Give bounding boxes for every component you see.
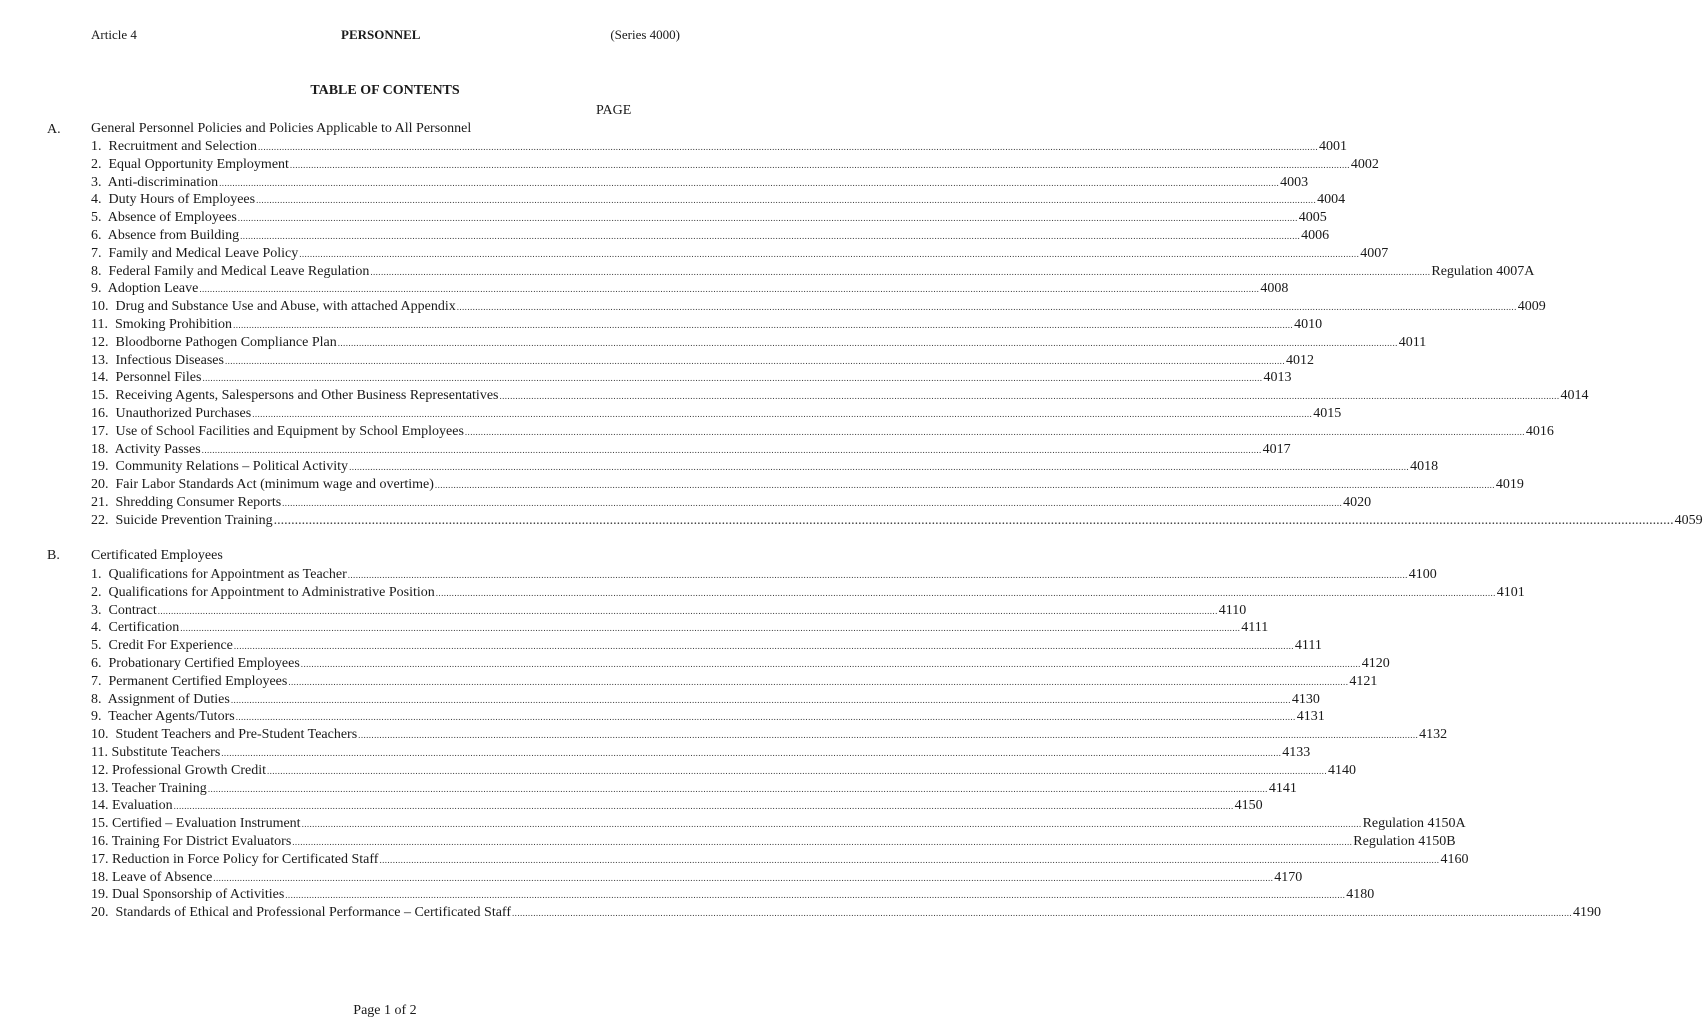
toc-entry-title: 1. Recruitment and Selection [91, 139, 258, 154]
dot-leader: ................................................................................................................................................................................................................................................................................................................................................................................................................ [282, 498, 1343, 508]
dot-leader: ................................................................................................................................................................................................................................................................................................................................................................................................................ [337, 337, 1398, 348]
page-footer: Page 1 of 2 [353, 1003, 417, 1018]
toc-entry-title: 13. Infectious Diseases [91, 352, 224, 368]
dot-leader: ................................................................................................................................................................................................................................................................................................................................................................................................................ [157, 605, 1218, 616]
toc-entry-page: 4190 [1573, 905, 1602, 921]
toc-entry [91, 512, 1703, 530]
toc-entry-title: 14. Personnel Files [91, 370, 202, 386]
toc-entry [91, 387, 1589, 405]
toc-entry-title: 8. Federal Family and Medical Leave Regulation [91, 263, 370, 279]
toc-entry-title: 15. Certified – Evaluation Instrument [91, 816, 301, 832]
section-letter: B. [47, 548, 60, 563]
toc-entry-title: 12. Professional Growth Credit [91, 762, 266, 778]
toc-entry-title: 16. Training For District Evaluators [91, 834, 292, 849]
toc-entry [91, 619, 1269, 637]
toc-entry [91, 637, 1322, 655]
toc-entry-title: 17. Use of School Facilities and Equipment by School Employees [91, 423, 464, 439]
toc-entry-page: 4009 [1517, 299, 1546, 315]
dot-leader: ................................................................................................................................................................................................................................................................................................................................................................................................................ [300, 659, 1361, 669]
toc-entry-page: 4003 [1280, 174, 1309, 190]
toc-entry [91, 174, 1309, 192]
toc-entry-title: 12. Bloodborne Pathogen Compliance Plan [91, 334, 337, 350]
toc-entry [91, 566, 1437, 584]
toc-entry-page: 4016 [1525, 423, 1554, 439]
toc-entry-title: 4. Certification [91, 620, 180, 636]
toc-entry-title: 6. Probationary Certified Employees [91, 656, 300, 671]
dot-leader: ................................................................................................................................................................................................................................................................................................................................................................................................................ [221, 748, 1282, 758]
toc-entry [91, 191, 1346, 209]
toc-entry-page: 4018 [1410, 459, 1439, 475]
dot-leader: ................................................................................................................................................................................................................................................................................................................................................................................................................ [288, 676, 1349, 687]
toc-entry-title: 22. Suicide Prevention Training [91, 512, 273, 528]
toc-entry [91, 280, 1289, 298]
toc-entry-page: 4005 [1298, 210, 1327, 226]
toc-entry-title: 5. Absence of Employees [91, 210, 237, 226]
dot-leader: ................................................................................................................................................................................................................................................................................................................................................................................................................ [266, 765, 1327, 776]
toc-entry-title: 20. Standards of Ethical and Professional Performance – Certificated Staff [91, 905, 512, 921]
dot-leader: ................................................................................................................................................................................................................................................................................................................................................................................................................ [512, 908, 1573, 919]
toc-entry [91, 851, 1469, 869]
toc-entry [91, 886, 1375, 904]
toc-entry-page: 4008 [1260, 281, 1289, 297]
toc-entry-page: 4012 [1285, 352, 1314, 368]
toc-entry-page: 4006 [1301, 228, 1330, 243]
toc-entry-title: 2. Equal Opportunity Employment [91, 156, 289, 172]
dot-leader: ................................................................................................................................................................................................................................................................................................................................................................................................................ [233, 641, 1294, 652]
dot-leader: ................................................................................................................................................................................................................................................................................................................................................................................................................ [349, 462, 1410, 473]
toc-entry-page: 4160 [1440, 851, 1469, 867]
toc-entry [91, 797, 1263, 815]
dot-leader: ................................................................................................................................................................................................................................................................................................................................................................................................................ [224, 355, 1285, 366]
toc-entry [91, 423, 1554, 441]
toc-entry [91, 334, 1427, 352]
toc-entry [91, 298, 1546, 316]
toc-entry-title: 10. Student Teachers and Pre-Student Teachers [91, 727, 358, 743]
toc-entry-title: 9. Adoption Leave [91, 281, 199, 297]
page-column-label: PAGE [596, 103, 632, 118]
dot-leader: ................................................................................................................................................................................................................................................................................................................................................................................................................ [235, 712, 1296, 723]
toc-entry [91, 691, 1320, 709]
toc-entry [91, 352, 1314, 370]
dot-leader: ................................................................................................................................................................................................................................................................................................................................................................................................................ [301, 819, 1362, 830]
toc-entry-page: 4141 [1268, 780, 1297, 796]
dot-leader: ................................................................................................................................................................................................................................................................................................................................................................................................................ [434, 480, 1495, 491]
dot-leader: ................................................................................................................................................................................................................................................................................................................................................................................................................ [379, 854, 1440, 865]
section-letter: A. [47, 122, 61, 137]
toc-entry-title: 19. Dual Sponsorship of Activities [91, 887, 285, 903]
toc-entry-title: 6. Absence from Building [91, 228, 240, 243]
toc-entry-page: 4133 [1282, 745, 1311, 760]
dot-leader: ................................................................................................................................................................................................................................................................................................................................................................................................................ [201, 444, 1262, 455]
dot-leader: ................................................................................................................................................................................................................................................................................................................................................................................................................ [285, 890, 1346, 901]
dot-leader: ................................................................................................................................................................................................................................................................................................................................................................................................................ [199, 284, 1260, 295]
toc-entry-page: Regulation 4007A [1431, 263, 1535, 279]
toc-entry-page: 4002 [1350, 156, 1379, 172]
toc-entry-title: 20. Fair Labor Standards Act (minimum wage and overtime) [91, 477, 434, 493]
dot-leader: ................................................................................................................................................................................................................................................................................................................................................................................................................ [299, 248, 1360, 259]
toc-entry [91, 780, 1297, 798]
toc-entry [91, 762, 1356, 780]
toc-entry [91, 904, 1602, 922]
toc-entry-title: 1. Qualifications for Appointment as Teacher [91, 567, 347, 582]
toc-entry-page: 4150 [1234, 798, 1263, 814]
toc-entry [91, 405, 1342, 423]
toc-entry-page: 4019 [1495, 477, 1524, 493]
toc-entry [91, 316, 1323, 334]
dot-leader: ................................................................................................................................................................................................................................................................................................................................................................................................................ [173, 801, 1234, 812]
toc-title: TABLE OF CONTENTS [310, 83, 460, 98]
toc-entry-title: 3. Contract [91, 602, 157, 618]
toc-entry-title: 18. Activity Passes [91, 441, 201, 457]
toc-entry-page: 4100 [1408, 567, 1437, 582]
toc-entry-page: 4014 [1560, 388, 1589, 404]
toc-entry-title: 7. Family and Medical Leave Policy [91, 245, 299, 261]
dot-leader: ................................................................................................................................................................................................................................................................................................................................................................................................................ [258, 142, 1319, 152]
toc-entry-page: 4110 [1218, 602, 1247, 618]
dot-leader: ................................................................................................................................................................................................................................................................................................................................................................................................................ [207, 783, 1268, 794]
toc-entry-page: 4101 [1496, 584, 1525, 600]
toc-entry-page: Regulation 4150B [1353, 834, 1456, 849]
toc-entry [91, 673, 1378, 691]
dot-leader: ................................................................................................................................................................................................................................................................................................................................................................................................................ [237, 213, 1298, 224]
toc-entry-title: 11. Smoking Prohibition [91, 317, 233, 332]
toc-entry-page: 4121 [1349, 673, 1378, 689]
toc-entry-title: 17. Reduction in Force Policy for Certificated Staff [91, 851, 379, 867]
toc-entry-title: 9. Teacher Agents/Tutors [91, 709, 235, 725]
toc-entry-title: 14. Evaluation [91, 798, 173, 814]
dot-leader: ................................................................................................................................................................................................................................................................................................................................................................................................................ [256, 195, 1317, 206]
toc-entry-title: 3. Anti-discrimination [91, 174, 219, 190]
article-label: Article 4 [91, 27, 137, 42]
toc-entry [91, 209, 1327, 227]
dot-leader: ................................................................................................................................................................................................................................................................................................................................................................................................................ [180, 623, 1241, 634]
dot-leader: ................................................................................................................................................................................................................................................................................................................................................................................................................ [202, 373, 1263, 384]
dot-leader: ................................................................................................................................................................................................................................................................................................................................................................................................................ [358, 730, 1419, 741]
toc-entry-title: 2. Qualifications for Appointment to Administrative Position [91, 584, 435, 600]
toc-entry [91, 869, 1303, 887]
toc-entry [91, 494, 1372, 512]
toc-entry [91, 476, 1524, 494]
toc-entry-page: 4011 [1398, 334, 1427, 350]
dot-leader: ................................................................................................................................................................................................................................................................................................................................................................................................................ [289, 159, 1350, 170]
dot-leader: ................................................................................................................................................................................................................................................................................................................................................................................................................ [233, 320, 1294, 330]
toc-entry [91, 815, 1466, 833]
dot-leader: ................................................................................................................................................................................................................................................................................................................................................................................................................ [456, 302, 1517, 313]
toc-entry-page: 4111 [1241, 620, 1269, 636]
dot-leader: ................................................................................................................................................................................................................................................................................................................................................................................................................ [230, 694, 1291, 705]
toc-entry [91, 584, 1525, 602]
toc-entry [91, 833, 1456, 851]
toc-entry-page: 4140 [1327, 762, 1356, 778]
toc-entry [91, 156, 1379, 174]
toc-entry-title: 15. Receiving Agents, Salespersons and Other Business Representatives [91, 388, 499, 404]
dot-leader: ................................................................................................................................................................................................................................................................................................................................................................................................................ [370, 266, 1431, 277]
toc-entry-page: 4020 [1343, 495, 1372, 510]
toc-entry-title: 21. Shredding Consumer Reports [91, 495, 282, 510]
toc-entry-page: 4017 [1262, 441, 1291, 457]
toc-entry-title: 11. Substitute Teachers [91, 745, 221, 760]
dot-leader: ................................................................................................................................................................................................................................................................................................................................................................................................................ [347, 570, 1408, 580]
toc-entry-page: 4010 [1294, 317, 1323, 332]
series-label: (Series 4000) [610, 27, 680, 42]
toc-entry-page: 4004 [1317, 192, 1346, 208]
toc-entry-title: 4. Duty Hours of Employees [91, 192, 256, 208]
toc-entry-title: 10. Drug and Substance Use and Abuse, with attached Appendix [91, 299, 456, 315]
dot-leader: ................................................................................................................................................................................................................................................................................................................................................................................................................ [435, 587, 1496, 598]
toc-entry [91, 744, 1311, 762]
toc-entry-page: 4120 [1361, 656, 1390, 671]
toc-entry-page: 4180 [1346, 887, 1375, 903]
toc-entry [91, 441, 1291, 459]
toc-entry [91, 708, 1325, 726]
toc-entry-title: 7. Permanent Certified Employees [91, 673, 288, 689]
dot-leader: ................................................................................................................................................................................................................................................................................................................................................................................................................ [219, 177, 1280, 188]
series-title: PERSONNEL [341, 27, 421, 42]
page-header [91, 27, 680, 45]
dot-leader: ................................................................................................................................................................................................................................................................................................................................................................................................................ [252, 409, 1313, 419]
toc-entry-page: 4001 [1319, 139, 1348, 154]
toc-entry [91, 726, 1448, 744]
toc-entry [91, 655, 1390, 673]
toc-entry-page: 4007 [1360, 245, 1389, 261]
toc-entry [91, 458, 1439, 476]
dot-leader: ................................................................................................................................................................................................................................................................................................................................................................................................................ [213, 872, 1274, 883]
dot-leader: ................................................................................................................................................................................................................................................................................................................................................................................................................ [240, 231, 1301, 241]
toc-entry-page: 4015 [1313, 406, 1342, 421]
toc-entry-page: 4132 [1419, 727, 1448, 743]
toc-entry [91, 602, 1247, 620]
toc-entry-page: 4131 [1296, 709, 1325, 725]
toc-entry-title: 16. Unauthorized Purchases [91, 406, 252, 421]
dot-leader: ................................................................................................................................................................................................................................................................................................................................................................................................................ [273, 512, 1674, 528]
toc-entry [91, 263, 1535, 281]
toc-entry [91, 138, 1348, 156]
toc-entry-title: 19. Community Relations – Political Activity [91, 459, 349, 475]
section-heading: Certificated Employees [91, 548, 223, 563]
dot-leader: ................................................................................................................................................................................................................................................................................................................................................................................................................ [464, 426, 1525, 437]
toc-entry-title: 13. Teacher Training [91, 780, 207, 796]
toc-entry-page: 4170 [1274, 869, 1303, 885]
toc-entry-title: 5. Credit For Experience [91, 638, 233, 654]
toc-entry-title: 18. Leave of Absence [91, 869, 213, 885]
toc-entry-page: 4013 [1263, 370, 1292, 386]
toc-entry-page: 4059 [1674, 512, 1703, 528]
dot-leader: ................................................................................................................................................................................................................................................................................................................................................................................................................ [499, 391, 1560, 402]
toc-entry-page: 4111 [1294, 638, 1322, 654]
toc-entry-title: 8. Assignment of Duties [91, 691, 230, 707]
toc-entry-page: Regulation 4150A [1362, 816, 1466, 832]
dot-leader: ................................................................................................................................................................................................................................................................................................................................................................................................................ [292, 837, 1353, 847]
section-heading: General Personnel Policies and Policies Applicable to All Personnel [91, 121, 472, 136]
toc-entry [91, 369, 1292, 387]
toc-entry [91, 227, 1330, 245]
toc-entry-page: 4130 [1291, 691, 1320, 707]
toc-entry [91, 245, 1389, 263]
